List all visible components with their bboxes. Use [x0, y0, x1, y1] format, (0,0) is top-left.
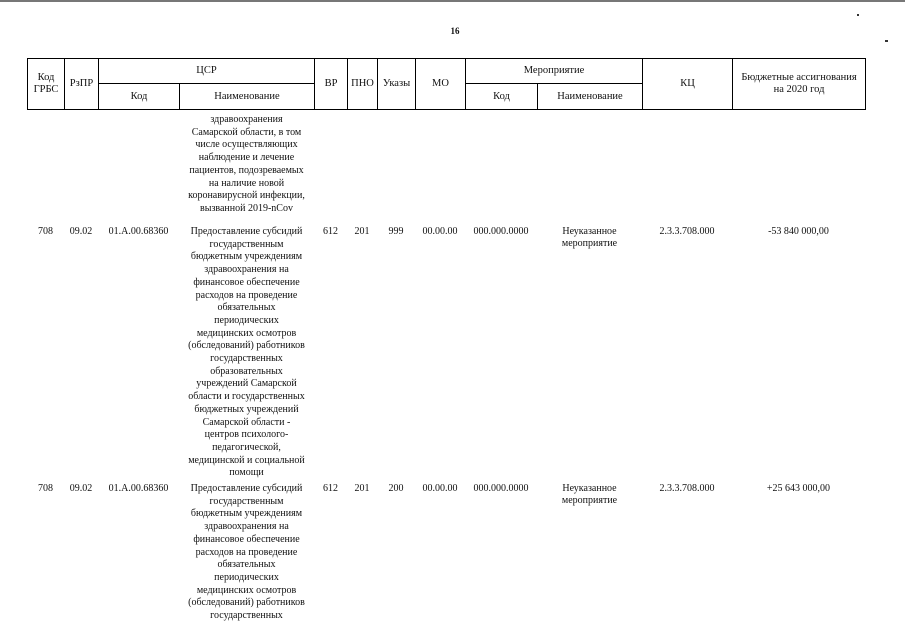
page-number: 16 [450, 26, 460, 36]
header-csr-kod: Код [99, 84, 180, 110]
text-line: Предоставление субсидий [190, 483, 303, 494]
cell-ukazy: 200 [388, 483, 404, 494]
text-line: наблюдение и лечение [198, 152, 295, 164]
header-csr: ЦСР [99, 59, 315, 84]
text-line: расходов на проведение [195, 546, 298, 558]
page-top-border [0, 0, 905, 2]
cell-ukazy: 999 [388, 226, 404, 237]
cell-pno: 201 [354, 483, 370, 494]
header-budget: Бюджетные ассигнования на 2020 год [733, 59, 866, 110]
text-line: образовательных [210, 365, 283, 377]
text-line: педагогической, [212, 441, 281, 453]
cell-mer-name [537, 483, 642, 507]
text-line: Самарской области - [202, 416, 291, 428]
text-line: финансовое обеспечение [193, 276, 300, 288]
text-line: государственных [210, 353, 283, 365]
text-line: здравоохранения на [204, 521, 289, 533]
table-row [27, 483, 865, 640]
scan-speck [857, 14, 859, 16]
text-line: бюджетным учреждениям [190, 251, 303, 263]
cell-mo: 00.00.00 [422, 483, 458, 494]
cell-rzpr: 09.02 [69, 483, 93, 494]
cell-vr: 612 [323, 483, 338, 494]
cell-csr-name [179, 483, 314, 623]
text-line: Предоставление субсидий [190, 226, 303, 237]
header-mer-kod: Код [466, 84, 538, 110]
header-csr-name: Наименование [180, 84, 315, 110]
header-mer-name: Наименование [538, 84, 643, 110]
text-line: пациентов, подозреваемых [189, 164, 304, 176]
text-line: медицинских осмотров [196, 327, 297, 339]
text-line: Самарской области, в том [191, 126, 302, 138]
cell-mer-name [537, 226, 642, 250]
text-line: периодических [214, 314, 279, 326]
text-line: бюджетным учреждениям [190, 508, 303, 520]
cell-amount: +25 643 000,00 [766, 483, 831, 494]
table-row [27, 226, 865, 479]
text-line: помощи [229, 467, 264, 479]
text-line: финансовое обеспечение [193, 533, 300, 545]
text-line: центров психолого- [204, 429, 289, 441]
cell-mer-code: 000.000.0000 [473, 226, 529, 237]
header-kod-grbs: Код ГРБС [28, 59, 65, 110]
text-line: государственным [209, 495, 284, 507]
text-line: государственных [210, 610, 283, 622]
cell-csr-code: 01.А.00.68360 [108, 226, 169, 237]
text-line: коронавирусной инфекции, [188, 190, 305, 202]
cell-csr-code: 01.А.00.68360 [108, 483, 169, 494]
cell-kc: 2.3.3.708.000 [659, 483, 715, 494]
scan-speck [885, 40, 888, 42]
text-line: здравоохранения на [204, 264, 289, 276]
cell-mer-code: 000.000.0000 [473, 483, 529, 494]
text-line: Неуказанное [562, 483, 617, 494]
header-kc: КЦ [643, 59, 733, 110]
text-line: здравоохранения [210, 114, 283, 125]
text-line: области и государственных [188, 391, 305, 403]
cell-grbs: 708 [38, 483, 53, 494]
cell-rzpr: 09.02 [69, 226, 93, 237]
continued-name-fragment [179, 114, 314, 216]
header-ukazy: Указы [378, 59, 416, 110]
text-line: расходов на проведение [195, 289, 298, 301]
cell-vr: 612 [323, 226, 338, 237]
text-line: государственным [209, 238, 284, 250]
text-line: (обследований) работников [188, 340, 305, 352]
cell-grbs: 708 [38, 226, 53, 237]
header-meropriyatie: Мероприятие [466, 59, 643, 84]
text-line: на наличие новой [208, 177, 285, 189]
cell-kc: 2.3.3.708.000 [659, 226, 715, 237]
text-line: медицинских осмотров [196, 584, 297, 596]
text-line: обязательных [217, 559, 276, 571]
header-mo: МО [416, 59, 466, 110]
cell-mo: 00.00.00 [422, 226, 458, 237]
header-table [27, 58, 866, 110]
text-line: числе осуществляющих [195, 139, 298, 151]
text-line: бюджетных учреждений [194, 403, 299, 415]
header-rzpr: РзПР [65, 59, 99, 110]
text-line: периодических [214, 571, 279, 583]
text-line: обязательных [217, 302, 276, 314]
cell-pno: 201 [354, 226, 370, 237]
text-line: мероприятие [561, 495, 618, 506]
text-line: мероприятие [561, 238, 618, 249]
cell-csr-name [179, 226, 314, 480]
text-line: медицинской и социальной [188, 454, 305, 466]
cell-amount: -53 840 000,00 [768, 226, 829, 237]
header-vr: ВР [315, 59, 348, 110]
text-line: Неуказанное [562, 226, 617, 237]
text-line: вызванной 2019-nCov [200, 202, 293, 214]
header-pno: ПНО [348, 59, 378, 110]
text-line: учреждений Самарской [196, 378, 297, 390]
text-line: (обследований) работников [188, 597, 305, 609]
